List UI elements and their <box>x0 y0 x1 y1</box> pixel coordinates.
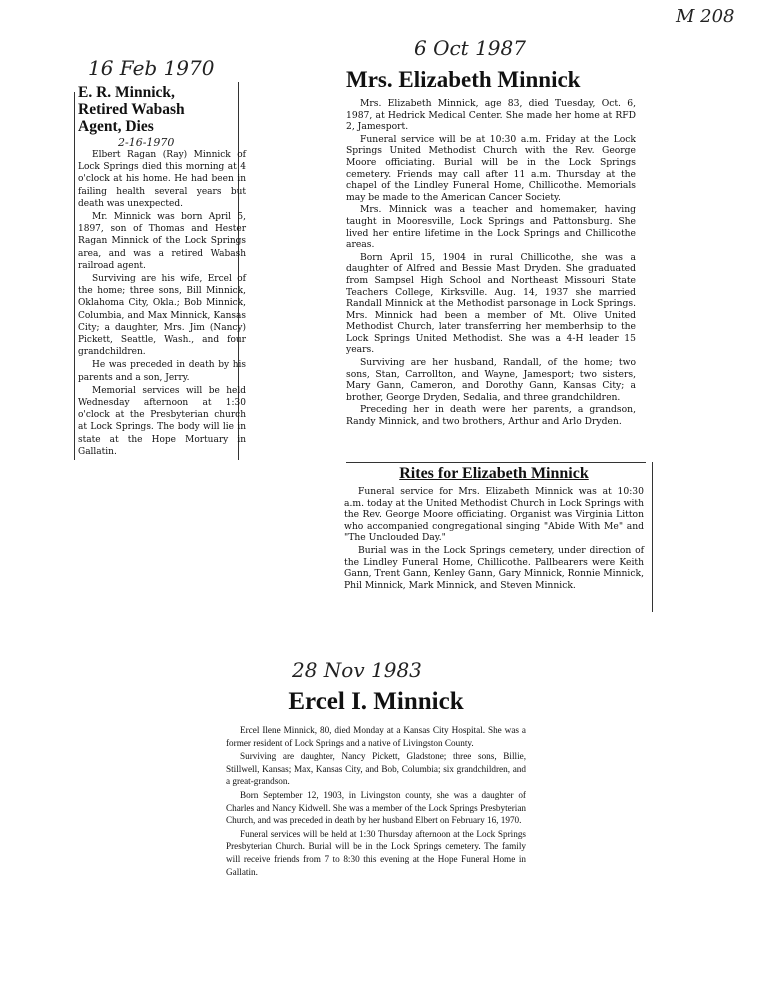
page-reference: M 208 <box>676 6 735 27</box>
clipping2 <box>346 66 636 429</box>
clipping3-headline: Rites for Elizabeth Minnick <box>399 465 589 482</box>
paragraph: Mrs. Minnick was a teacher and homemaker, having taught in Mooresville, Lock Springs and Pattonsburg. She lived her entire lifetime in the Lock Springs and Chillicothe areas. <box>346 204 636 251</box>
paragraph: Funeral service for Mrs. Elizabeth Minnick was at 10:30 a.m. today at the United Methodist Church in Lock Springs with the Rev. George Moore officiating. Organist was Virginia Litton who accompanied congregational singing "Abide With Me" and "The Unclouded Day." <box>344 486 644 544</box>
clipping4-headline: Ercel I. Minnick <box>288 688 464 715</box>
clipping1-left-border <box>74 92 75 460</box>
paragraph: Elbert Ragan (Ray) Minnick of Lock Springs died this morning at 4 o'clock at his home. He had been in failing health several years but death was unexpected. <box>78 150 246 209</box>
clipping3-top-border <box>346 462 646 463</box>
paragraph: Funeral services will be held at 1:30 Thursday afternoon at the Lock Springs Presbyterian Church. Burial will be in the Lock Springs cemetery. The family will receive friends from 7 to 8:30 this evening at the Hope Funeral Home in Gallatin. <box>226 828 526 877</box>
clipping2-headline: Mrs. Elizabeth Minnick <box>346 67 581 92</box>
clipping1-handwritten-note: 2-16-1970 <box>118 136 175 149</box>
clipping2-date-note: 6 Oct 1987 <box>414 36 526 60</box>
clipping4 <box>226 686 526 879</box>
paragraph: Memorial services will be held Wednesday afternoon at 1:30 o'clock at the Presbyterian church at Lock Springs. The body will lie in state at the Hope Mortuary in Gallatin. <box>78 385 246 457</box>
paragraph: Funeral service will be at 10:30 a.m. Friday at the Lock Springs United Methodist Church with the Rev. George Moore officiating. Burial will be in the Lock Springs cemetery. Friends may call after 11 a.m. Thursday at the chapel of the Lindley Funeral Home, Chillicothe. Memorials may be made to the American Cancer Society. <box>346 133 636 203</box>
clipping1-headline: E. R. Minnick, Retired Wabash Agent, Dies <box>78 84 185 135</box>
clipping3 <box>344 464 644 592</box>
paragraph: Surviving are daughter, Nancy Pickett, Gladstone; three sons, Billie, Stillwell, Kansas; Max, Kansas City, and Bob, Columbia; six grandchildren, and a great-grandson. <box>226 751 526 787</box>
clipping3-right-border <box>652 462 653 612</box>
clipping2-body <box>346 98 636 428</box>
paragraph: He was preceded in death by his parents and a son, Jerry. <box>78 360 246 383</box>
paragraph: Ercel Ilene Minnick, 80, died Monday at a Kansas City Hospital. She was a former resident of Lock Springs and a native of Livingston County. <box>226 725 526 748</box>
paragraph: Surviving are her husband, Randall, of the home; two sons, Stan, Carrollton, and Wayne, Jamesport; two sisters, Mary Gann, Cameron, and Dorothy Gann, Kansas City; a brother, George Dryden, Sedalia, and three grandchildren. <box>346 357 636 403</box>
clipping4-date-note: 28 Nov 1983 <box>292 658 422 682</box>
paragraph: Preceding her in death were her parents, a grandson, Randy Minnick, and two brothers, Arthur and Arlo Dryden. <box>346 404 636 428</box>
paragraph: Mr. Minnick was born April 5, 1897, son of Thomas and Hester Ragan Minnick of the Lock Springs area, and was a retired Wabash railroad agent. <box>78 212 246 271</box>
paragraph: Burial was in the Lock Springs cemetery, under direction of the Lindley Funeral Home, Chillicothe. Pallbearers were Keith Gann, Trent Gann, Kenley Gann, Gary Minnick, Ronnie Minnick, Phil Minnick, Mark Minnick, and Steven Minnick. <box>344 544 644 591</box>
clipping1 <box>78 84 246 459</box>
clipping3-body <box>344 486 644 591</box>
paragraph: Born September 12, 1903, in Livingston county, she was a daughter of Charles and Nancy Kidwell. She was a member of the Lock Springs Presbyterian Church, and was preceded in death by her husband Elbert on February 16, 1970. <box>226 789 526 826</box>
clipping1-date-note: 16 Feb 1970 <box>88 56 215 80</box>
paragraph: Born April 15, 1904 in rural Chillicothe, she was a daughter of Alfred and Bessie Mast Dryden. She graduated from Sampsel High School and Northeast Missouri State Teachers College, Kirksville. Aug. 14, 1937 she married Randall Minnick at the Methodist parsonage in Lock Springs. Mrs. Minnick had been a member of Mt. Olive United Methodist Church, later transferring her memberhsip to the Lock Springs United Methodist. She was a 4-H leader 15 years. <box>346 251 636 356</box>
clipping4-body <box>226 724 526 878</box>
paragraph: Mrs. Elizabeth Minnick, age 83, died Tuesday, Oct. 6, 1987, at Hedrick Medical Center. She made her home at RFD 2, Jamesport. <box>346 98 636 133</box>
clipping1-body <box>78 149 246 458</box>
paragraph: Surviving are his wife, Ercel of the home; three sons, Bill Minnick, Oklahoma City, Okla.; Bob Minnick, Columbia, and Max Minnick, Kansas City; a daughter, Mrs. Jim (Nancy) Pickett, Seattle, Wash., and four grandchildren. <box>78 274 246 358</box>
